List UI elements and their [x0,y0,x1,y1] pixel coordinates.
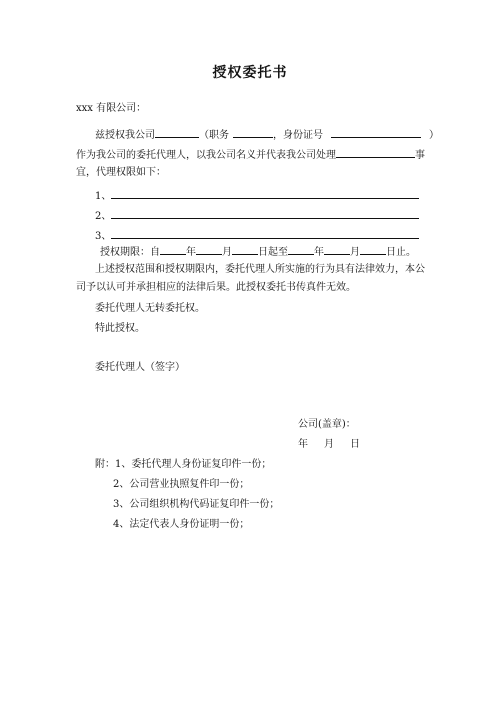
attachment-2: 2、公司营业执照复件印一份； [113,479,250,490]
blank-position [233,128,273,138]
blank-start-day [232,245,258,255]
attachment-4: 4、法定代表人身份证明一份； [113,519,250,530]
text: 日起至 [258,247,288,258]
date-month: 月 [324,439,334,450]
text: 作为我公司的委托代理人，以我公司名义并代表我公司处理 [76,150,336,161]
date-day: 日 [350,439,360,450]
text: 年 [314,247,324,258]
authorization-period [100,245,416,258]
text: 日止。 [386,247,416,258]
blank-end-day [360,245,386,255]
list-mark: 1、 [95,191,112,202]
text: （职务 [199,130,229,141]
date-year: 年 [298,439,308,450]
paragraph-1-line-2 [76,148,425,161]
blank-start-year [160,245,186,255]
period-label: 授权期限： [100,247,150,258]
attachments-prefix: 附： [95,459,115,470]
no-transfer-clause: 委托代理人无转委托权。 [95,303,205,314]
text: 兹授权我公司 [95,130,155,141]
attachment-text: 1、委托代理人身份证复印件一份； [115,459,272,470]
attachment-1 [95,460,271,470]
text: 月 [350,247,360,258]
list-mark: 3、 [95,231,112,242]
list-item-3 [95,229,419,242]
text: ，身份证号 [273,130,323,141]
text: 年 [186,247,196,258]
company-seal-label: 公司(盖章)： [298,419,356,430]
document-title: 授权委托书 [212,65,288,81]
blank-end-year [288,245,314,255]
attachment-3: 3、公司组织机构代码证复印件一份； [113,499,280,510]
text: ） [429,130,439,141]
blank-end-month [324,245,350,255]
text: 自 [150,247,160,258]
blank-start-month [196,245,222,255]
blank-line [111,189,419,199]
paragraph-1-line-1 [95,128,439,141]
list-mark: 2、 [95,211,112,222]
signing-date [298,440,360,450]
addressee: xxx 有限公司： [76,103,147,114]
blank-line [111,209,419,219]
list-item-2 [95,209,419,222]
text: 月 [222,247,232,258]
blank-line [111,229,419,239]
blank-id-number [331,128,421,138]
paragraph-1-line-3: 宜，代理权限如下： [76,167,166,178]
agent-signature-label: 委托代理人（签字） [95,362,185,373]
paragraph-2-line-2: 司予以认可并承担相应的法律后果。此授权委托书传真件无效。 [76,282,356,293]
paragraph-2-line-1: 上述授权范围和授权期限内，委托代理人所实施的行为具有法律效力，本公 [95,264,425,275]
text: 事 [415,150,425,161]
list-item-1 [95,189,419,202]
blank-matter [336,148,415,158]
blank-name [155,128,199,138]
special-authorization: 特此授权。 [95,323,145,334]
